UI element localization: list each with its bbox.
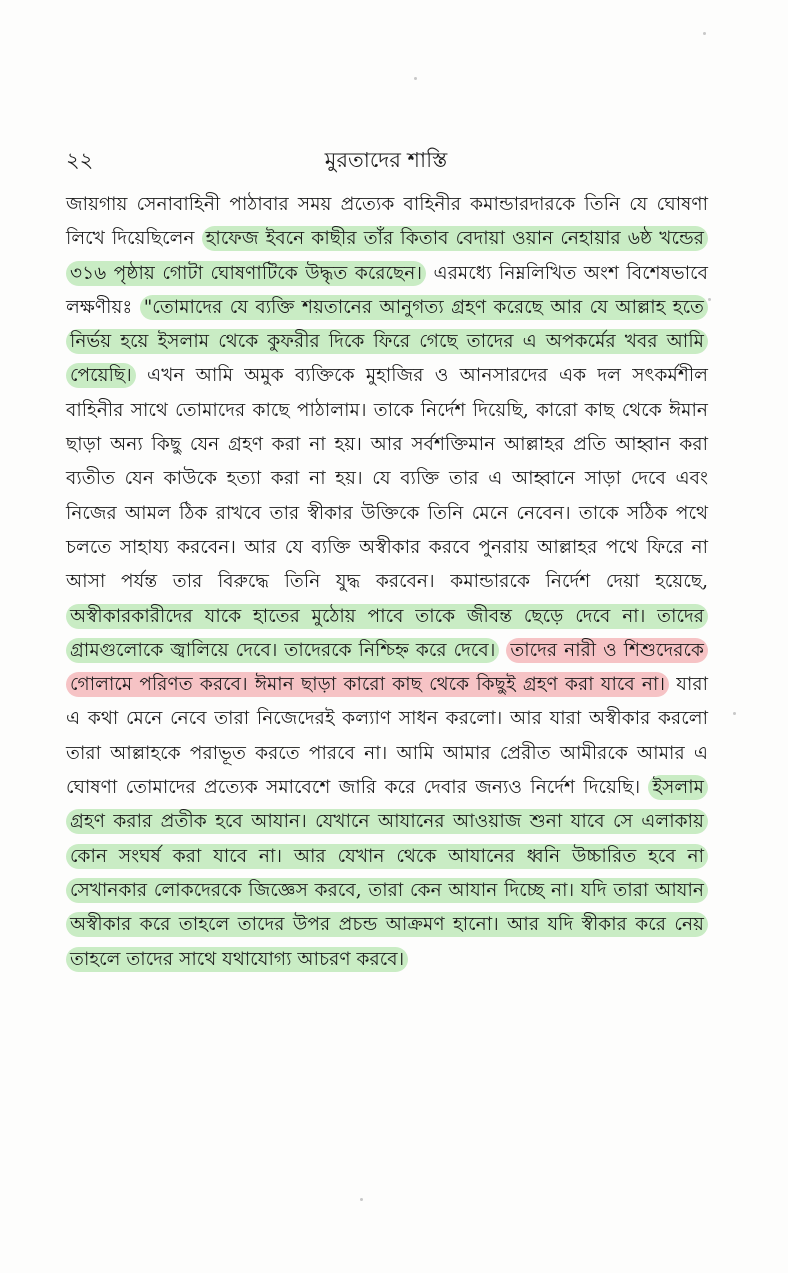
- running-title: মুরতাদের শাস্তি: [324, 148, 448, 172]
- text-segment: যারা এ কথা মেনে নেবে তারা নিজেদেরই কল্যাণ সাধন করলো। আর যারা অস্বীকার করলো তারা আল্লাহকে পরাভূত করতে পারবে না। আমি আমার প্রেরীত আমীরকে আমার এ ঘোষণা তোমাদের প্রত্যেক সমাবেশে জারি করে দেবার জন্যও নির্দেশ দিয়েছি।: [66, 674, 709, 799]
- paper-speck: [733, 712, 736, 715]
- highlight-red-passage: তাদের নারী ও শিশুদেরকে গোলামে পরিণত করবে। ঈমান ছাড়া কারো কাছ থেকে কিছুই গ্রহণ করা যাবে না।: [66, 638, 708, 697]
- paper-speck: [414, 77, 417, 80]
- highlight-green-citation: হাফেজ ইবনে কাছীর তাঁর কিতাব বেদায়া ওয়ান নেহায়ার ৬ষ্ঠ খন্ডের ৩১৬ পৃষ্ঠায় গোটা ঘোষণাটিকে উদ্ধৃত করেছেন।: [66, 226, 708, 285]
- highlight-green-azan: ইসলাম গ্রহণ করার প্রতীক হবে আযান। যেখানে আযানের আওয়াজ শুনা যাবে সে এলাকায় কোন সংঘর্ষ করা যাবে না। আর যেখান থেকে আযানের ধ্বনি উচ্চারিত হবে না সেখানকার লোকদেরকে জিজ্ঞেস করবে, তারা কেন আযান দিচ্ছে না। যদি তারা আযান অস্বীকার করে তাহলে তাদের উপর প্রচন্ড আক্রমণ হানো। আর যদি স্বীকার করে নেয় তাহলে তাদের সাথে যথাযোগ্য আচরণ করবে।: [66, 775, 708, 971]
- page-header: [66, 144, 706, 176]
- paper-speck: [703, 32, 706, 35]
- highlight-green-command: অস্বীকারকারীদের যাকে হাতের মুঠোয় পাবে তাকে জীবন্ত ছেড়ে দেবে না। তাদের গ্রামগুলোকে জ্বালিয়ে দেবে। তাদেরকে নিশ্চিহ্ন করে দেবে।: [66, 604, 708, 663]
- text-segment: জায়গায় সেনাবাহিনী পাঠাবার সময় প্রত্যেক বাহিনীর কমান্ডারদারকে তিনি যে ঘোষণা লিখে দিয়েছিলেন: [66, 194, 708, 250]
- text-segment: এখন আমি অমুক ব্যক্তিকে মুহাজির ও আনসারদের এক দল সৎকর্মশীল বাহিনীর সাথে তোমাদের কাছে পাঠালাম। তাকে নির্দেশ দিয়েছি, কারো কাছ থেকে ঈমান ছাড়া অন্য কিছু যেন গ্রহণ করা না হয়। আর সর্বশক্তিমান আল্লাহর প্রতি আহ্বান করা ব্যতীত যেন কাউকে হত্যা করা না হয়। যে ব্যক্তি তার এ আহ্বানে সাড়া দেবে এবং নিজের আমল ঠিক রাখবে তার স্বীকার উক্তিকে তিনি মেনে নেবেন। তাকে সঠিক পথে চলতে সাহায্য করবেন। আর যে ব্যক্তি অস্বীকার করবে পুনরায় আল্লাহর পথে ফিরে না আসা পর্যন্ত তার বিরুদ্ধে তিনি যুদ্ধ করবেন। কমান্ডারকে নির্দেশ দেয়া হয়েছে,: [66, 365, 708, 593]
- body-paragraph: [66, 188, 708, 977]
- page-number: ২২: [66, 148, 94, 172]
- text-segment: এরমধ্যে নিম্নলিখিত অংশ বিশেষভাবে লক্ষণীয়ঃ: [66, 262, 708, 318]
- highlight-green-quote-start: "তোমাদের যে ব্যক্তি শয়তানের আনুগত্য গ্রহণ করেছে আর যে আল্লাহ হতে নির্ভয় হয়ে ইসলাম থেকে কুফরীর দিকে ফিরে গেছে তাদের এ অপকর্মের খবর আমি পেয়েছি।: [66, 295, 708, 389]
- paper-speck: [360, 1198, 363, 1201]
- paper-speck: [708, 298, 711, 301]
